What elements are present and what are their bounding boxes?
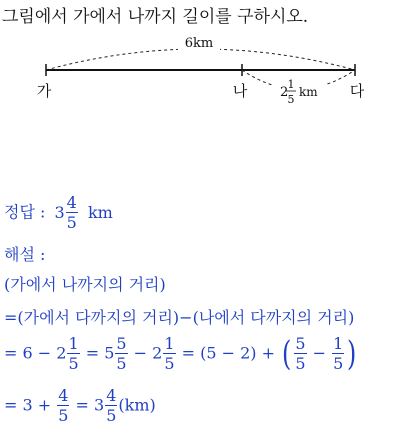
explanation-line-2: =(가에서 다까지의 거리)−(나에서 다까지의 거리) bbox=[4, 308, 355, 327]
bc-unit: km bbox=[299, 85, 318, 99]
label-a: 가 bbox=[36, 82, 52, 100]
answer-line bbox=[4, 195, 113, 231]
label-b: 나 bbox=[232, 82, 248, 100]
answer-unit: km bbox=[87, 202, 113, 222]
label-c: 다 bbox=[349, 82, 365, 100]
bc-den: 5 bbox=[287, 93, 295, 106]
explanation-line-1: (가에서 나까지의 거리) bbox=[4, 275, 166, 294]
answer-label: 정답 : bbox=[4, 202, 46, 222]
answer-fraction: $\frac{4}{5}$ bbox=[66, 193, 77, 232]
answer-whole: 3 bbox=[54, 202, 65, 222]
explanation-line-3: = 6 − 2 $\frac{1}{5}$ = 5 $\frac{5}{5}$ − 2 $\frac{1}{5}$ = (5 − 2) + ( $\frac{5}{5}$ − $\frac{1}{5}$ ) bbox=[4, 334, 357, 374]
distance-diagram bbox=[0, 28, 400, 118]
bc-num: 1 bbox=[287, 78, 295, 91]
total-distance-arc bbox=[46, 49, 355, 70]
question-text: 그림에서 가에서 나까지 길이를 구하시오. bbox=[2, 7, 309, 27]
total-distance-label: 6km bbox=[184, 36, 214, 51]
explanation-label: 해설 : bbox=[4, 245, 46, 264]
bc-whole: 2 bbox=[280, 85, 289, 100]
explanation-line-4: = 3 + $\frac{4}{5}$ = 3 $\frac{4}{5}$ (km) bbox=[4, 386, 156, 425]
